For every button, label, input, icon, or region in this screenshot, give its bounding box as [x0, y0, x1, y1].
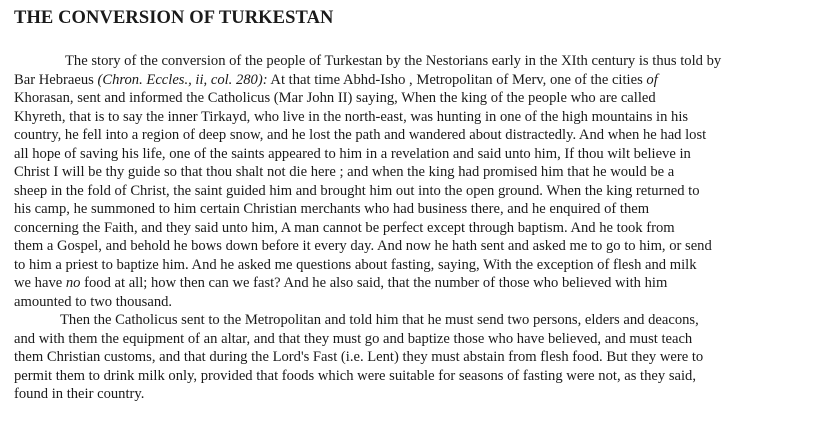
text-line: The story of the conversion of the people of Turkestan by the Nestorians early in the XIth century is thus told by [65, 53, 722, 69]
text-line: to him a priest to baptize him. And he asked me questions about fasting, saying, With the exception of flesh and milk [14, 256, 697, 273]
document-title: THE CONVERSION OF TURKESTAN [14, 8, 334, 28]
citation: (Chron. Eccles., ii, col. 280): [97, 71, 268, 88]
text-line: found in their country. [14, 386, 145, 402]
document-body [14, 52, 804, 404]
text-line: Khyreth, that is to say the inner Tirkayd, who live in the north-east, was hunting in one of the high mountains in his [14, 108, 689, 125]
text-line: we have no food at all; how then can we fast? And he also said, that the number of those who believed with him [14, 275, 668, 291]
emphasis: of [646, 71, 658, 88]
text-line: all hope of saving his life, one of the saints appeared to him in a revelation and said unto him, If thou wilt believe in [14, 145, 691, 162]
text-line: amounted to two thousand. [14, 293, 173, 310]
text-line: them Christian customs, and that during the Lord's Fast (i.e. Lent) they must abstain from flesh food. But they were to [14, 349, 704, 365]
text-line: permit them to drink milk only, provided that foods which were suitable for seasons of fasting were not, as they said, [14, 367, 696, 384]
text-line: concerning the Faith, and they said unto him, A man cannot be perfect except through baptism. And he took from [14, 219, 675, 236]
text-line: sheep in the fold of Christ, the saint guided him and brought him out into the open ground. When the king returned to [14, 182, 700, 199]
text-line: Then the Catholicus sent to the Metropolitan and told him that he must send two persons, elders and deacons, [60, 312, 699, 328]
text-line: and with them the equipment of an altar, and that they must go and baptize those who have believed, and must teach [14, 330, 693, 347]
text-line: them a Gospel, and behold he bows down before it every day. And now he hath sent and asked me to go to him, or send [14, 238, 712, 254]
text-line: Khorasan, sent and informed the Catholicus (Mar John II) saying, When the king of the people who are called [14, 90, 656, 106]
text-line: Bar Hebraeus (Chron. Eccles., ii, col. 280): At that time Abhd-Isho , Metropolitan of Merv, one of the cities of [14, 71, 658, 88]
text-line: his camp, he summoned to him certain Christian merchants who had business there, and he enquired of them [14, 201, 650, 217]
text-line: Christ I will be thy guide so that thou shalt not die here ; and when the king had promised him that he would be a [14, 164, 675, 180]
emphasis: no [65, 275, 81, 291]
text-line: country, he fell into a region of deep snow, and he lost the path and wandered about distractedly. And when he had lost [14, 127, 707, 143]
